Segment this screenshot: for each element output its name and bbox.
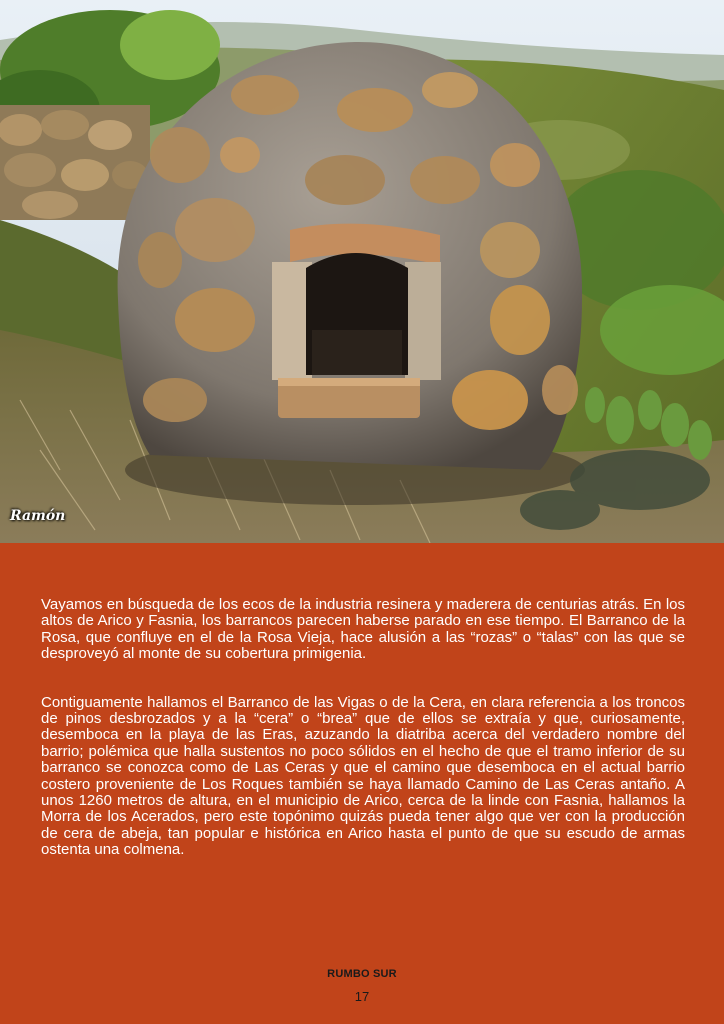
- article-paragraph: Vayamos en búsqueda de los ecos de la industria resinera y maderera de centurias atrás. En los altos de Arico y Fasnia, los barrancos parecen haberse parado en ese tiempo. El Barranco de la Rosa, que confluye en el de la Rosa Vieja, hace alusión a las “rozas” o “talas” con las que se desproveyó al monte de su cobertura primigenia.: [41, 596, 685, 663]
- article-paragraph: Contiguamente hallamos el Barranco de las Vigas o de la Cera, en clara referencia a los troncos de pinos desbrozados y a la “cera” o “brea” que de ellos se extraía y que, curiosamente, desemboca en la playa de las Eras, azuzando la diatriba acerca del verdadero nombre del barrio; polémica que halla sustentos no poco sólidos en el hecho de que el tramo inferior de su barranco se conozca como de Las Ceras y que el camino que desemboca en el actual barrio costero proveniente de Los Roques también se haya llamado Camino de Las Ceras antaño. A unos 1260 metros de altura, en el municipio de Arico, cerca de la linde con Fasnia, hallamos la Morra de los Acerados, pero este topónimo quizás pueda tener algo que ver con la producción de cera de abeja, tan popular e histórica en Arico hasta el punto de que su escudo de armas ostenta una colmena.: [41, 693, 685, 859]
- magazine-title: RUMBO SUR: [327, 968, 397, 980]
- article-body: [41, 597, 685, 859]
- photo-credit: Ramón: [10, 508, 66, 524]
- page-number: 17: [354, 989, 370, 1004]
